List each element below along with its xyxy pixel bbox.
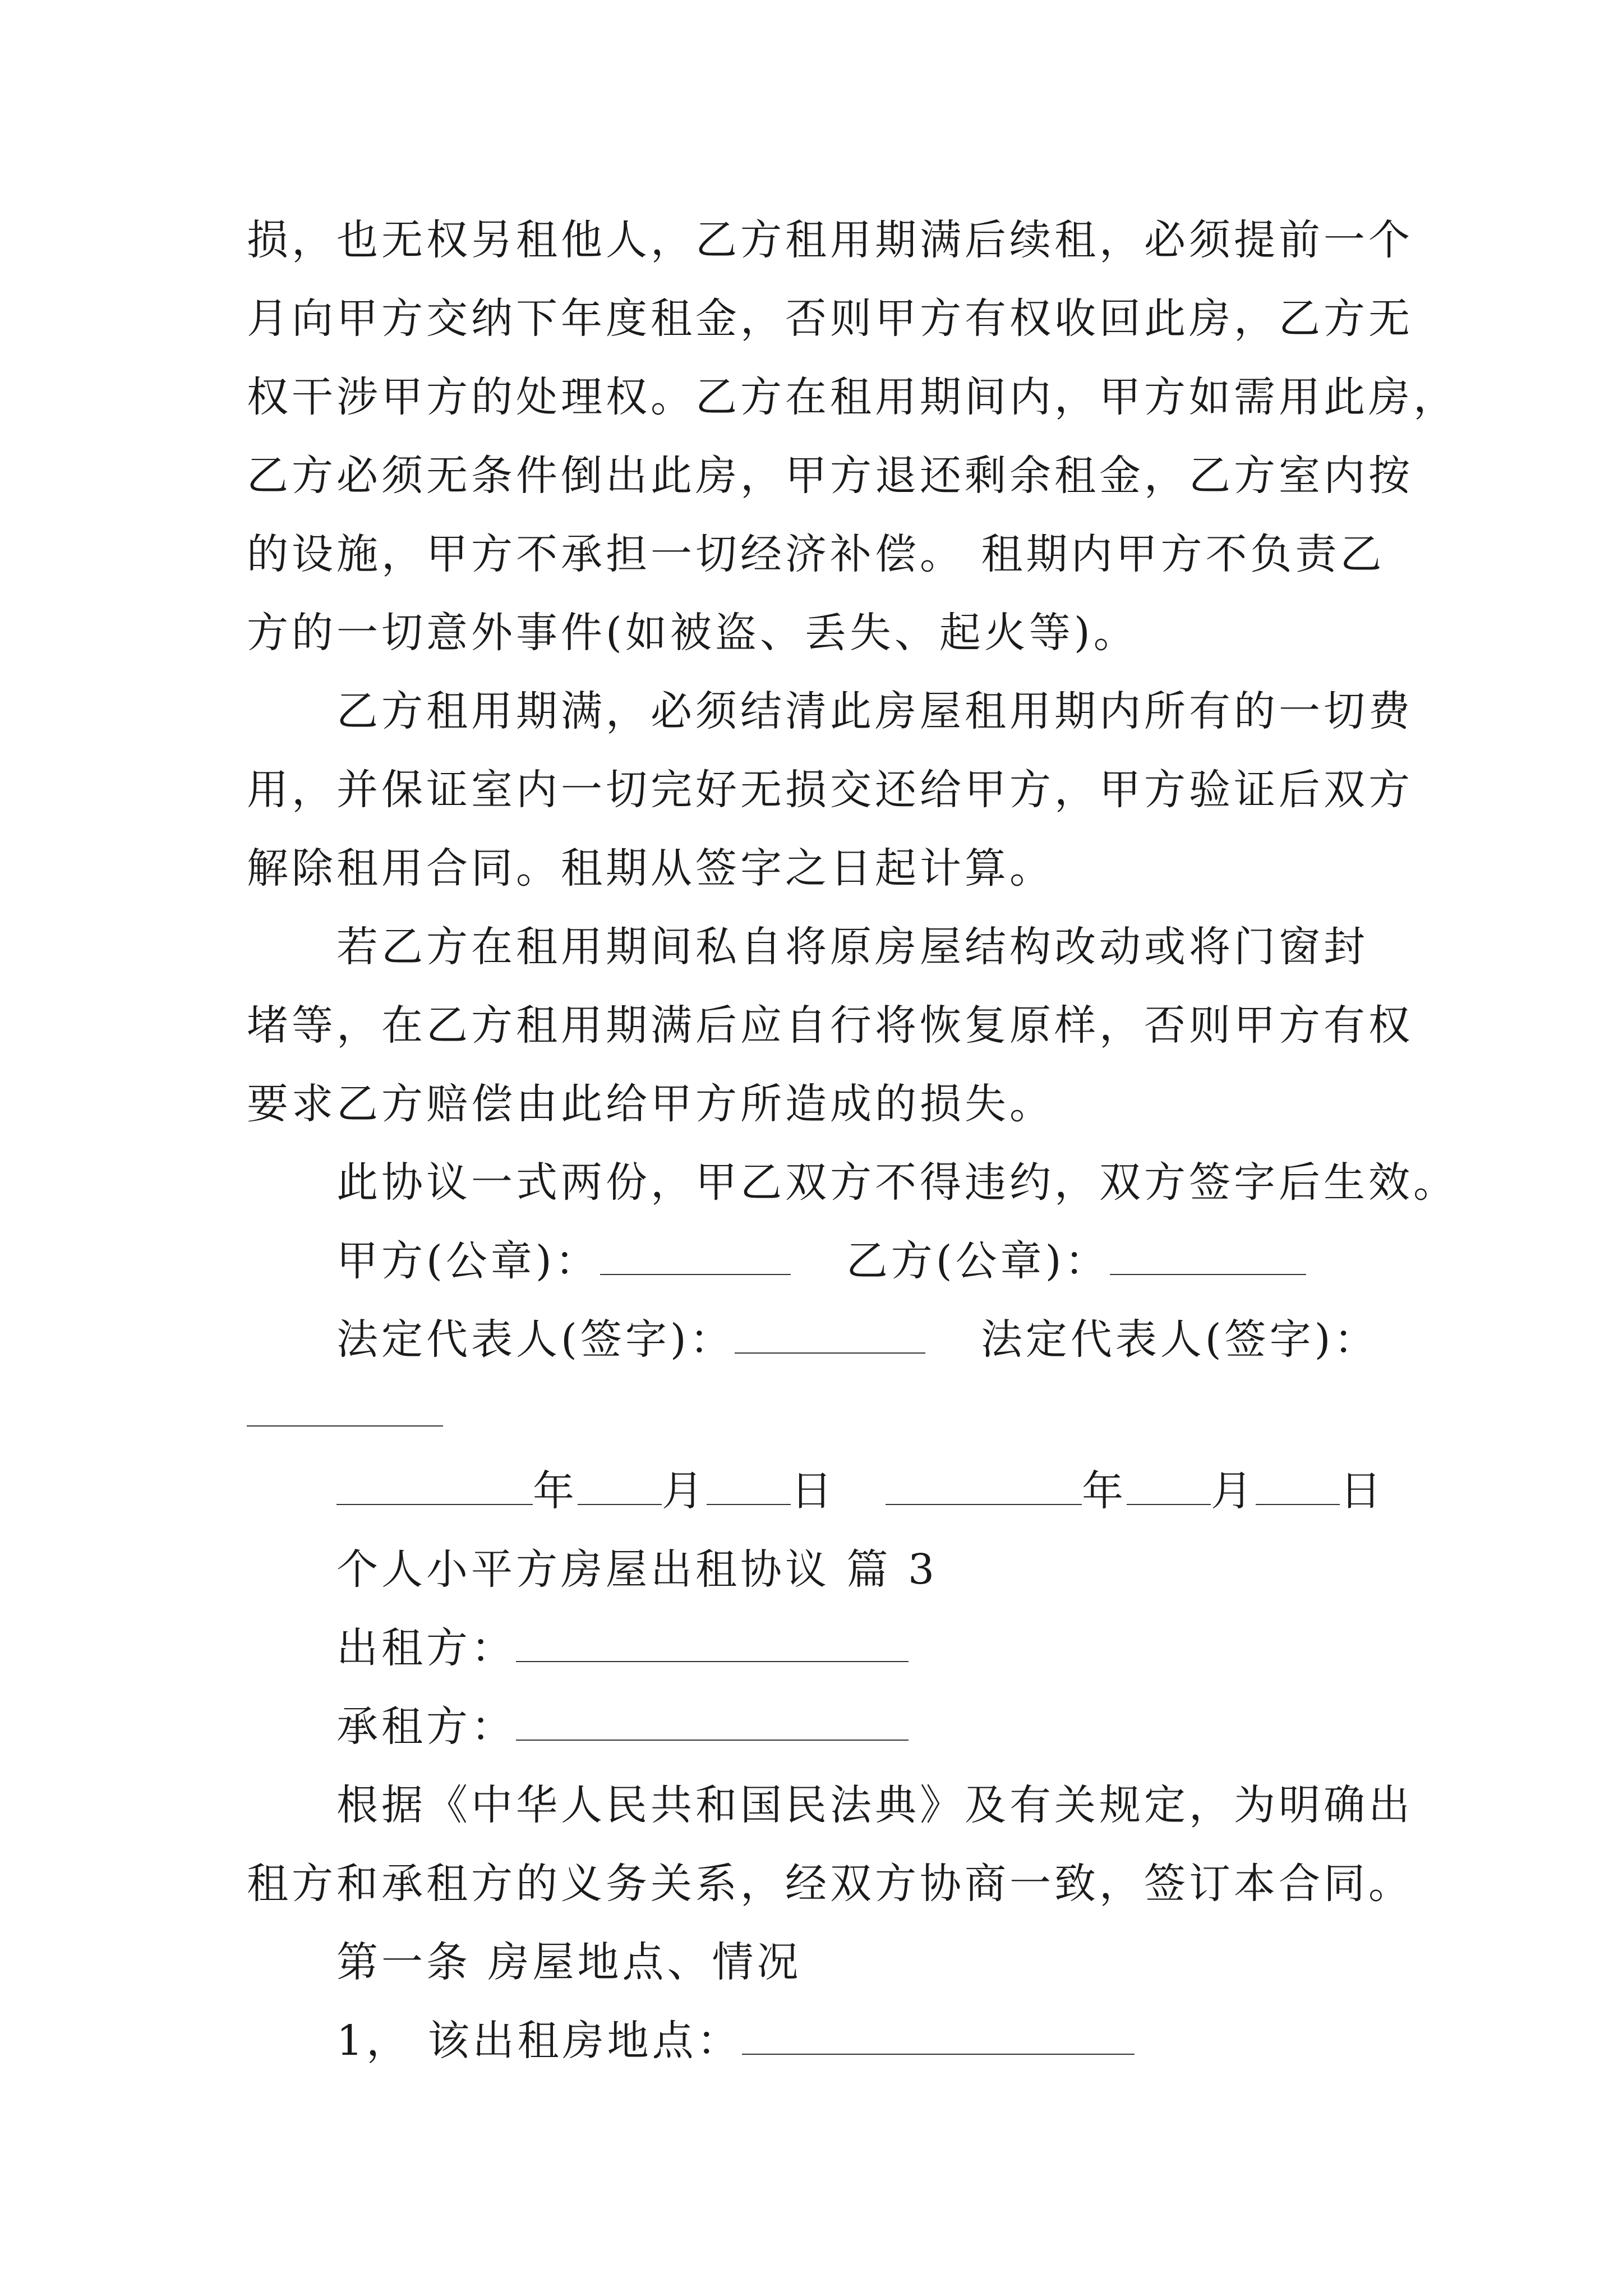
paragraph-line: 乙方必须无条件倒出此房，甲方退还剩余租金，乙方室内按 <box>247 452 1413 500</box>
item-1-line <box>336 2013 1135 2069</box>
lessor-line <box>336 1620 909 1676</box>
lessee-label: 承租方： <box>336 1703 516 1751</box>
month-b-blank <box>1127 1464 1211 1505</box>
paragraph-line: 方的一切意外事件(如被盗、丢失、起火等)。 <box>247 609 1138 657</box>
seal-line <box>336 1233 1306 1289</box>
party-a-seal-label: 甲方(公章)： <box>336 1237 600 1285</box>
paragraph-line: 的设施，甲方不承担一切经济补偿。 租期内甲方不负责乙 <box>247 530 1385 578</box>
party-b-seal-blank <box>1110 1234 1306 1275</box>
day-a-blank <box>707 1464 791 1505</box>
paragraph-line: 要求乙方赔偿由此给甲方所造成的损失。 <box>247 1080 1054 1128</box>
year-b-blank <box>886 1464 1082 1505</box>
item-1-label: 1， 该出租房地点： <box>336 2017 742 2065</box>
legal-rep-a-blank <box>735 1312 925 1354</box>
year-b-label: 年 <box>1082 1467 1127 1515</box>
day-b-label: 日 <box>1340 1467 1385 1515</box>
paragraph-line: 月向甲方交纳下年度租金，否则甲方有权收回此房，乙方无 <box>247 295 1413 343</box>
legal-rep-line <box>336 1312 1379 1368</box>
paragraph-line: 此协议一式两份，甲乙双方不得违约，双方签字后生效。 <box>336 1158 1458 1207</box>
day-a-label: 日 <box>791 1467 836 1515</box>
lessee-blank <box>516 1699 909 1741</box>
paragraph-line: 乙方租用期满，必须结清此房屋租用期内所有的一切费 <box>336 687 1413 735</box>
party-a-seal-blank <box>600 1234 791 1275</box>
legal-rep-b-blank <box>247 1385 443 1427</box>
legal-rep-b-blank-line <box>247 1384 443 1441</box>
intro-line-1: 根据《中华人民共和国民法典》及有关规定，为明确出 <box>336 1781 1413 1829</box>
paragraph-line: 损，也无权另租他人，乙方租用期满后续租，必须提前一个 <box>247 216 1413 264</box>
lessor-label: 出租方： <box>336 1624 516 1672</box>
month-a-label: 月 <box>662 1467 707 1515</box>
lessee-line <box>336 1699 909 1755</box>
date-line <box>336 1463 1385 1519</box>
article-1-title: 第一条 房屋地点、情况 <box>336 1938 802 1986</box>
paragraph-line: 若乙方在租用期间私自将原房屋结构改动或将门窗封 <box>336 923 1368 971</box>
day-b-blank <box>1256 1464 1340 1505</box>
year-a-label: 年 <box>533 1467 578 1515</box>
paragraph-line: 解除租用合同。租期从签字之日起计算。 <box>247 844 1054 892</box>
month-a-blank <box>578 1464 662 1505</box>
month-b-label: 月 <box>1211 1467 1256 1515</box>
legal-rep-a-label: 法定代表人(签字)： <box>336 1315 735 1364</box>
legal-rep-b-label: 法定代表人(签字)： <box>980 1315 1379 1364</box>
party-b-seal-label: 乙方(公章)： <box>846 1237 1110 1285</box>
year-a-blank <box>336 1464 533 1505</box>
paragraph-line: 堵等，在乙方租用期满后应自行将恢复原样，否则甲方有权 <box>247 1001 1413 1050</box>
lessor-blank <box>516 1621 909 1662</box>
paragraph-line: 权干涉甲方的处理权。乙方在租用期间内，甲方如需用此房， <box>247 373 1458 421</box>
item-1-blank <box>742 2013 1135 2055</box>
paragraph-line: 用，并保证室内一切完好无损交还给甲方，甲方验证后双方 <box>247 766 1413 814</box>
intro-line-2: 租方和承租方的义务关系，经双方协商一致，签订本合同。 <box>247 1860 1413 1908</box>
section-title: 个人小平方房屋出租协议 篇 3 <box>336 1545 938 1594</box>
